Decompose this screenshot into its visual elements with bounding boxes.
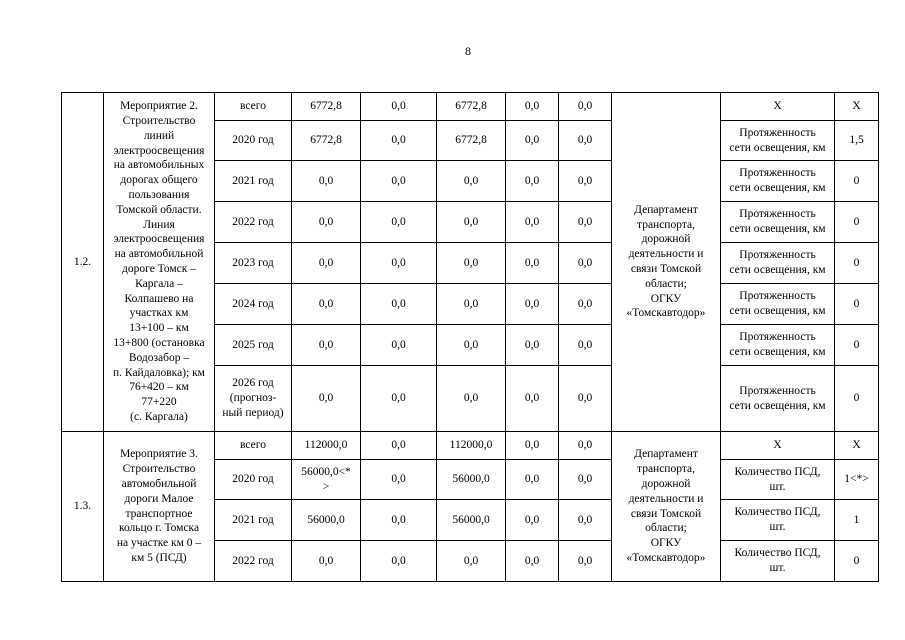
indicator-cell: Количество ПСД, шт. — [721, 500, 835, 541]
amount-cell: 0,0 — [559, 460, 612, 500]
amount-cell: 0,0 — [361, 202, 437, 243]
period-cell: 2020 год — [215, 460, 292, 500]
indicator-cell: Протяженность сети освещения, км — [721, 161, 835, 202]
period-cell: всего — [215, 432, 292, 460]
amount-cell: 0,0 — [437, 202, 506, 243]
amount-cell: 0,0 — [437, 366, 506, 432]
amount-cell: 0,0 — [437, 325, 506, 366]
total-amount-cell: 0,0 — [292, 541, 361, 582]
total-amount-cell: 0,0 — [292, 366, 361, 432]
indicator-cell: Протяженность сети освещения, км — [721, 243, 835, 284]
amount-cell: 0,0 — [506, 284, 559, 325]
amount-cell: 0,0 — [559, 432, 612, 460]
amount-cell: 6772,8 — [437, 93, 506, 121]
amount-cell: 0,0 — [361, 500, 437, 541]
indicator-value-cell: 0 — [835, 541, 879, 582]
indicator-cell: Протяженность сети освещения, км — [721, 121, 835, 161]
indicator-value-cell: 0 — [835, 202, 879, 243]
amount-cell: 0,0 — [506, 366, 559, 432]
amount-cell: 0,0 — [506, 243, 559, 284]
amount-cell: 0,0 — [506, 325, 559, 366]
amount-cell: 112000,0 — [437, 432, 506, 460]
total-amount-cell: 56000,0 — [292, 500, 361, 541]
total-amount-cell: 0,0 — [292, 202, 361, 243]
indicator-cell: Протяженность сети освещения, км — [721, 202, 835, 243]
indicator-value-cell: 1,5 — [835, 121, 879, 161]
indicator-value-cell: 1<*> — [835, 460, 879, 500]
amount-cell: 0,0 — [559, 161, 612, 202]
table-row — [62, 93, 879, 121]
indicator-value-cell: 0 — [835, 325, 879, 366]
amount-cell: 0,0 — [437, 284, 506, 325]
amount-cell: 0,0 — [559, 284, 612, 325]
indicator-cell: Протяженность сети освещения, км — [721, 366, 835, 432]
amount-cell: 0,0 — [506, 432, 559, 460]
period-cell: 2020 год — [215, 121, 292, 161]
indicator-value-cell: 0 — [835, 284, 879, 325]
amount-cell: 0,0 — [506, 121, 559, 161]
amount-cell: 0,0 — [559, 541, 612, 582]
indicator-cell: Количество ПСД, шт. — [721, 460, 835, 500]
amount-cell: 56000,0 — [437, 460, 506, 500]
indicator-cell: Протяженность сети освещения, км — [721, 325, 835, 366]
total-amount-cell: 56000,0<* > — [292, 460, 361, 500]
amount-cell: 0,0 — [559, 121, 612, 161]
total-amount-cell: 112000,0 — [292, 432, 361, 460]
period-cell: 2022 год — [215, 202, 292, 243]
executor-cell: Департамент транспорта, дорожной деятельности и связи Томской области; ОГКУ «Томскавтодор» — [612, 93, 721, 432]
total-amount-cell: 0,0 — [292, 325, 361, 366]
amount-cell: 0,0 — [506, 93, 559, 121]
amount-cell: 0,0 — [506, 161, 559, 202]
period-cell: 2024 год — [215, 284, 292, 325]
amount-cell: 0,0 — [559, 500, 612, 541]
period-cell: 2025 год — [215, 325, 292, 366]
total-amount-cell: 0,0 — [292, 284, 361, 325]
amount-cell: 0,0 — [559, 325, 612, 366]
amount-cell: 0,0 — [361, 284, 437, 325]
amount-cell: 0,0 — [361, 460, 437, 500]
period-cell: 2021 год — [215, 161, 292, 202]
section-code-cell: 1.2. — [62, 93, 104, 432]
amount-cell: 0,0 — [437, 243, 506, 284]
indicator-value-cell: Х — [835, 432, 879, 460]
amount-cell: 0,0 — [361, 93, 437, 121]
section-title-cell: Мероприятие 3. Строительство автомобильной дороги Малое транспортное кольцо г. Томска на участке км 0 – км 5 (ПСД) — [104, 432, 215, 582]
amount-cell: 0,0 — [506, 202, 559, 243]
amount-cell: 0,0 — [506, 541, 559, 582]
amount-cell: 0,0 — [361, 161, 437, 202]
budget-table — [61, 92, 879, 582]
period-cell: всего — [215, 93, 292, 121]
amount-cell: 0,0 — [559, 243, 612, 284]
section-code-cell: 1.3. — [62, 432, 104, 582]
amount-cell: 0,0 — [506, 460, 559, 500]
total-amount-cell: 6772,8 — [292, 121, 361, 161]
section-title-cell: Мероприятие 2. Строительство линий электроосвещения на автомобильных дорогах общего пользования Томской области. Линия электроосвещения на автомобильной дороге Томск – Каргала – Колпашево на участках км 13+100 – км 13+800 (остановка Водозабор – п. Кайдаловка); км 76+420 – км 77+220 (с. Каргала) — [104, 93, 215, 432]
page-number: 8 — [465, 44, 471, 58]
executor-cell: Департамент транспорта, дорожной деятельности и связи Томской области; ОГКУ «Томскавтодор» — [612, 432, 721, 582]
amount-cell: 0,0 — [361, 121, 437, 161]
indicator-value-cell: 0 — [835, 243, 879, 284]
amount-cell: 0,0 — [559, 202, 612, 243]
table-row — [62, 432, 879, 460]
indicator-cell: Протяженность сети освещения, км — [721, 284, 835, 325]
total-amount-cell: 6772,8 — [292, 93, 361, 121]
indicator-cell: Количество ПСД, шт. — [721, 541, 835, 582]
amount-cell: 0,0 — [559, 366, 612, 432]
amount-cell: 0,0 — [361, 366, 437, 432]
indicator-value-cell: 0 — [835, 366, 879, 432]
amount-cell: 0,0 — [437, 541, 506, 582]
amount-cell: 6772,8 — [437, 121, 506, 161]
amount-cell: 0,0 — [506, 500, 559, 541]
amount-cell: 0,0 — [361, 541, 437, 582]
period-cell: 2026 год (прогноз- ный период) — [215, 366, 292, 432]
period-cell: 2022 год — [215, 541, 292, 582]
indicator-value-cell: 0 — [835, 161, 879, 202]
period-cell: 2023 год — [215, 243, 292, 284]
amount-cell: 0,0 — [361, 243, 437, 284]
amount-cell: 0,0 — [361, 432, 437, 460]
amount-cell: 0,0 — [437, 161, 506, 202]
total-amount-cell: 0,0 — [292, 161, 361, 202]
indicator-cell: Х — [721, 432, 835, 460]
period-cell: 2021 год — [215, 500, 292, 541]
indicator-value-cell: Х — [835, 93, 879, 121]
indicator-value-cell: 1 — [835, 500, 879, 541]
amount-cell: 0,0 — [361, 325, 437, 366]
indicator-cell: Х — [721, 93, 835, 121]
amount-cell: 0,0 — [559, 93, 612, 121]
amount-cell: 56000,0 — [437, 500, 506, 541]
total-amount-cell: 0,0 — [292, 243, 361, 284]
